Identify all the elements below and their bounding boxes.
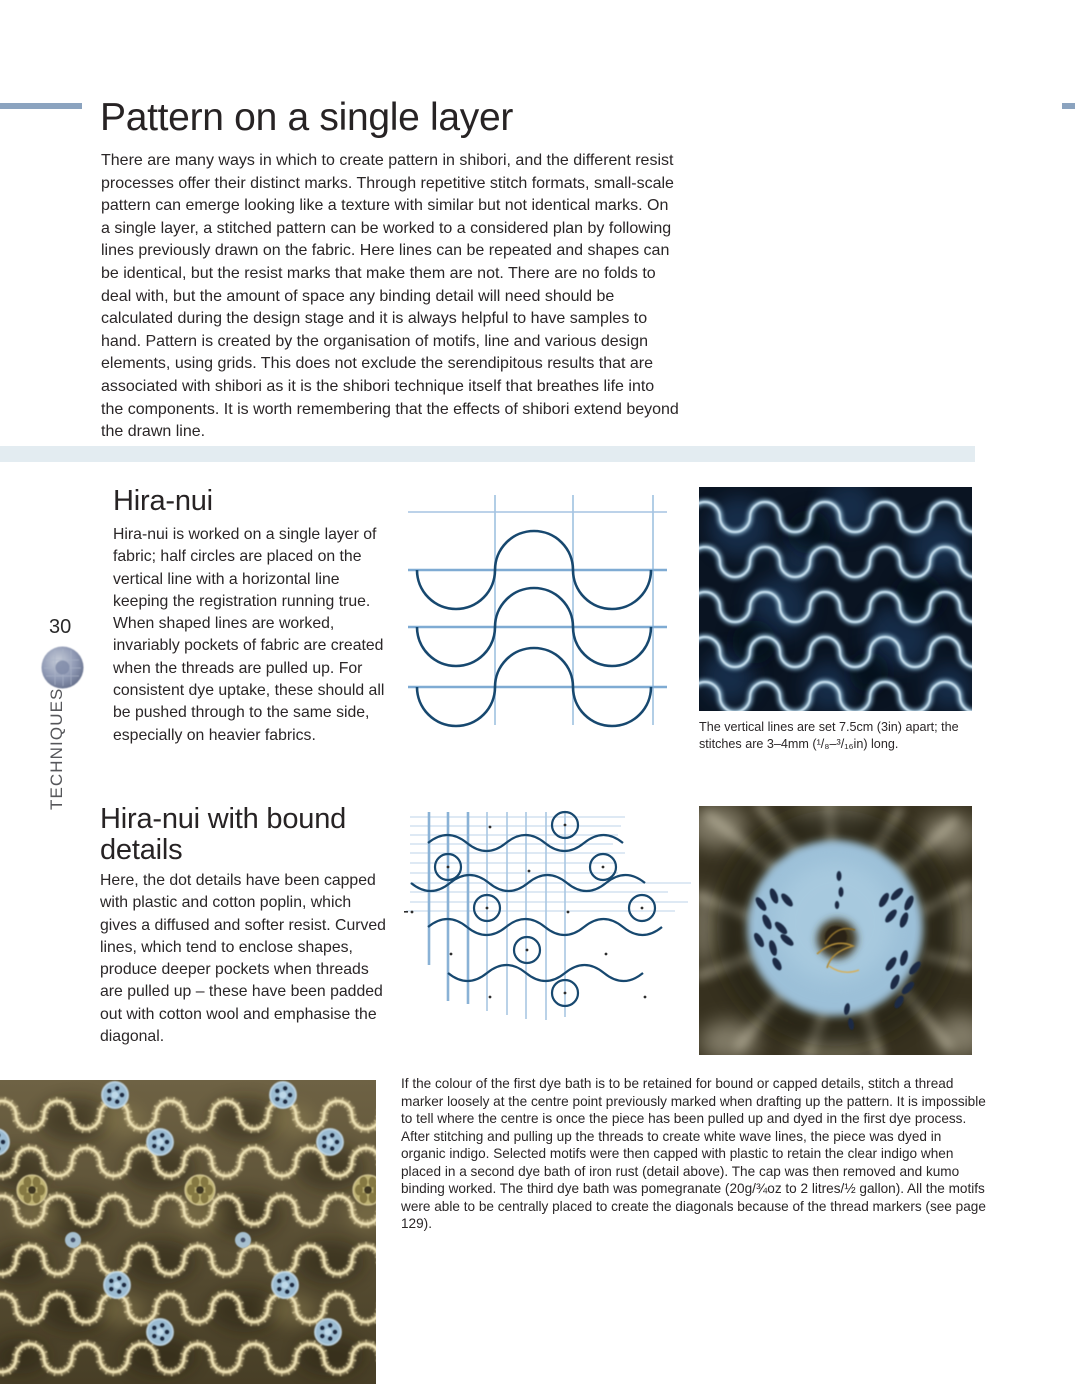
hira-nui-body: Hira-nui is worked on a single layer of fabric; half circles are placed on the vertical line with a horizontal line keeping the registration running true. When shaped lines are worked, invariably pockets of fabric are created when the threads are pulled up. For consistent dye uptake, these should all be pushed through to the same side, especially on heavier fabrics. [113,526,385,744]
section-label-techniques: TECHNIQUES [47,687,66,810]
kumo-ball-icon [40,645,85,690]
intro-paragraph: There are many ways in which to create pattern in shibori, and the different resist processes offer their distinct marks. Through repetitive stitch formats, small-scale pattern can emerge looking like a texture with similar but not identical marks. On a single layer, a stitched pattern can be worked to a considered plan by following lines previously drawn on the fabric. Here lines can be repeated and shapes can be identical, but the resist marks that make them are not. There are no folds to deal with, but the amount of space any binding detail will need should be calculated during the design stage and it is always helpful to have samples to hand. Pattern is created by the organisation of motifs, line and various design elements, using grids. This does not exclude the serendipitous results that are associated with shibori as it is the shibori technique itself that breathes life into the components. It is worth remembering that the effects of shibori extend beyond the drawn line. [101,152,679,441]
hira-nui-fabric-photo [699,487,972,711]
photo-caption: The vertical lines are set 7.5cm (3in) apart; the stitches are 3–4mm (¹/₈–³/₁₆in) long. [699,720,959,752]
hira-nui-stitch-diagram [405,487,690,730]
bound-details-body: Here, the dot details have been capped with plastic and cotton poplin, which gives a diffused and softer resist. Curved lines, which tend to enclose shapes, produce deeper pockets when threads are pulled up – these have been padded out with cotton wool and emphasise the diagonal. [100,872,386,1046]
bound-details-heading: Hira-nui with bound details [100,803,347,866]
fabric-sample-photo [0,1080,376,1384]
bound-details-stitch-diagram [403,805,693,1065]
page-number: 30 [49,616,72,638]
process-note: If the colour of the first dye bath is to be retained for bound or capped details, stitch a thread marker loosely at the centre point previously marked when drafting up the pattern. It is impossible to tell where the centre is once the piece has been pulled up and dyed in the first dye process. After stitching and pulling up the threads to create white wave lines, the piece was dyed in organic indigo. Selected motifs were then capped with plastic to retain the clear indigo when placed in a second dye bath of iron rust (detail above). The cap was then removed and kumo binding worked. The third dye bath was pomegranate (20g/¾oz to 2 litres/½ gallon). All the motifs were able to be centrally placed to create the diagonals because of the thread markers (see page 129). [401,1076,986,1231]
corner-rule-left [0,103,82,109]
hira-nui-heading: Hira-nui [113,485,213,517]
page-title: Pattern on a single layer [100,96,514,139]
bound-detail-photo [699,806,972,1055]
accent-band [0,446,975,462]
corner-rule-right [1062,103,1075,109]
